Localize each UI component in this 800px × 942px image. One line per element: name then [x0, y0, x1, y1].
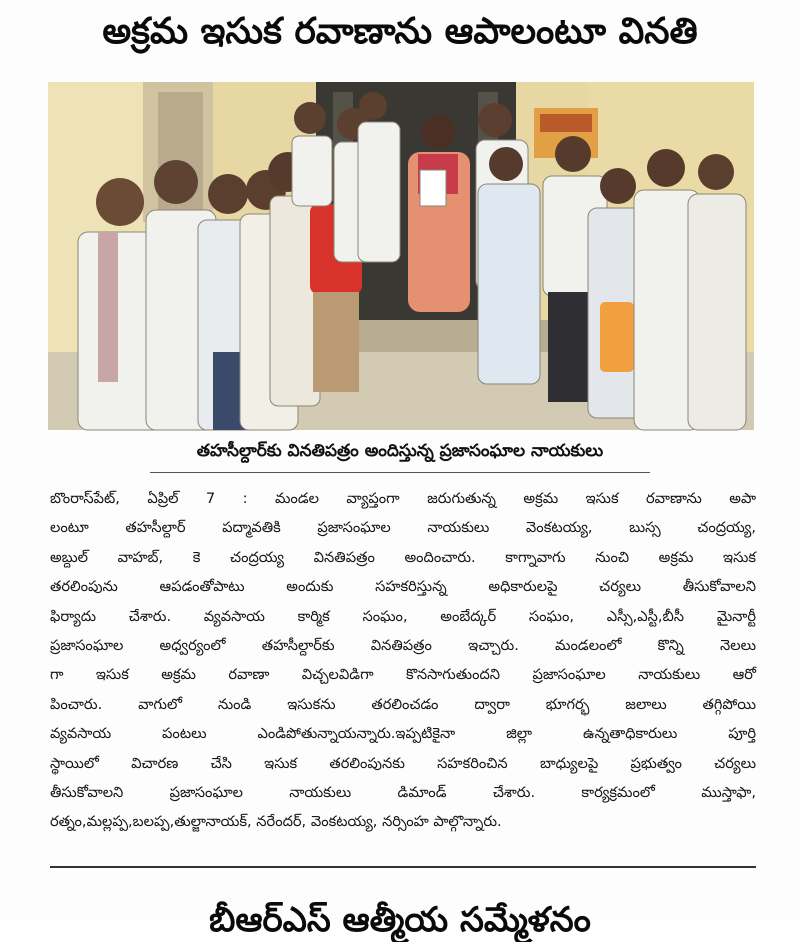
photo-caption: తహసీల్దార్‌కు వినతిపత్రం అందిస్తున్న ప్రజాసంఘాల నాయకులు: [196, 441, 604, 461]
article-divider: [50, 866, 756, 868]
news-photo: [48, 82, 754, 430]
body-line: ప్రజాసంఘాల అధ్వర్యంలో తహసీల్దార్‌కు వినతిపత్రం ఇచ్చారు. మండలంలో కొన్ని నెలలు: [50, 636, 756, 654]
body-line: వ్యవసాయ పంటలు ఎండిపోతున్నాయన్నారు.ఇప్పటికైనా జిల్లా ఉన్నతాధికారులు పూర్తి: [50, 725, 756, 743]
article-headline: అక్రమ ఇసుక రవాణాను ఆపాలంటూ వినతి: [102, 11, 698, 52]
body-line: స్థాయిలో విచారణ చేసి ఇసుక తరలింపునకు సహకరించిన బాధ్యులపై ప్రభుత్వం చర్యలు: [50, 754, 756, 772]
body-line: అబ్దుల్ వాహబ్, కె చంద్రయ్య వినతిపత్రం అందించారు. కాగ్నావాగు నుంచి అక్రమ ఇసుక: [50, 548, 756, 566]
body-line: గా ఇసుక అక్రమ రవాణా విచ్చలవిడిగా కొనసాగుతుందని ప్రజాసంఘాల నాయకులు ఆరో: [50, 666, 756, 684]
news-photo-illustration: [48, 82, 754, 430]
body-line: పించారు. వాగులో నుండి ఇసుకను తరలించడం ద్వారా భూగర్భ జలాలు తగ్గిపోయి: [50, 695, 756, 713]
body-line: రత్నం,మల్లప్ప,బలప్ప,తుల్జానాయక్, నరేందర్, వెంకటయ్య, నర్సింహ పాల్గొన్నారు.: [50, 813, 502, 831]
body-line: తీసుకోవాలని ప్రజాసంఘాల నాయకులు డిమాండ్ చేశారు. కార్యక్రమంలో ముస్తాఫా,: [50, 783, 756, 801]
body-line: బొంరాస్‌పేట్, ఏప్రిల్ 7 : మండల వ్యాప్తంగా జరుగుతున్న అక్రమ ఇసుక రవాణాను అపా: [50, 490, 756, 507]
caption-divider: [150, 472, 650, 473]
body-line: తరలింపును ఆపడంతోపాటు అందుకు సహకరిస్తున్న అధికారులపై చర్యలు తీసుకోవాలని: [50, 578, 756, 596]
body-line: ఫిర్యాదు చేశారు. వ్యవసాయ కార్మిక సంఘం, అంబేద్కర్ సంఘం, ఎస్సీ,ఎస్టీ,బీసీ మైనార్టీ: [50, 607, 756, 625]
next-article-headline: [0, 876, 800, 940]
next-headline-text: బీఆర్ఎస్ ఆత్మీయ సమ్మేళనం: [209, 900, 591, 940]
article-body: [50, 484, 756, 837]
body-line: లంటూ తహసీల్దార్ పద్మావతికి ప్రజాసంఘాల నాయకులు వెంకటయ్య, బుస్స చంద్రయ్య,: [50, 519, 756, 537]
